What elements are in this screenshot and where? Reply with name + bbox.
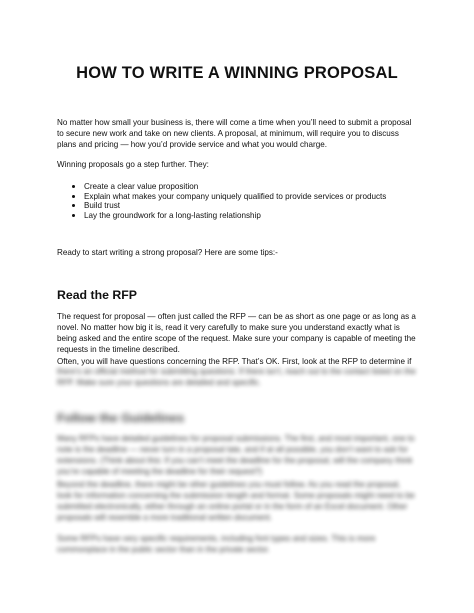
bullet-icon bbox=[72, 195, 75, 198]
guidelines-paragraph-3: Some RFPs have very specific requirements, including font types and sizes. This is more commonplace in the public sector than in the private sector. bbox=[57, 534, 376, 554]
winning-paragraph: Winning proposals go a step further. They: bbox=[57, 160, 209, 169]
bullet-text: Build trust bbox=[84, 201, 120, 211]
bullet-list bbox=[57, 182, 386, 220]
bullet-text: Explain what makes your company uniquely qualified to provide services or products bbox=[84, 191, 387, 201]
bullet-icon bbox=[72, 204, 75, 207]
bullet-text: Lay the groundwork for a long-lasting relationship bbox=[84, 210, 261, 220]
list-item bbox=[57, 192, 386, 202]
list-item bbox=[57, 211, 386, 221]
guidelines-paragraph-2: Beyond the deadline, there might be other guidelines you must follow. As you read the proposal, look for information concerning the submission length and format. Some proposals might need to be submitted electronically, either through an online portal or in the form of an Excel document. Other proposals will resemble a more traditional written document. bbox=[57, 480, 415, 522]
document-title: HOW TO WRITE A WINNING PROPOSAL bbox=[76, 64, 398, 82]
list-item bbox=[57, 182, 386, 192]
bullet-text: Create a clear value proposition bbox=[84, 182, 199, 191]
list-item bbox=[57, 201, 386, 211]
section-heading-read-the-rfp: Read the RFP bbox=[57, 288, 137, 302]
ready-paragraph: Ready to start writing a strong proposal? Here are some tips:- bbox=[57, 248, 278, 257]
bullet-icon bbox=[72, 214, 75, 217]
rfp-questions-paragraph: Often, you will have questions concerning the RFP. That’s OK. First, look at the RFP to determine if bbox=[57, 357, 412, 366]
section-heading-follow-the-guidelines: Follow the Guidelines bbox=[57, 411, 185, 425]
intro-paragraph: No matter how small your business is, there will come a time when you’ll need to submit a proposal to secure new work and take on new clients. A proposal, at minimum, will require you to discuss plans and pricing — how you’d provide service and what you would charge. bbox=[57, 118, 412, 149]
rfp-questions-paragraph-blurred: there’s an official method for submitting questions. If there isn’t, reach out to the contact listed on the RFP. Make sure your questions are detailed and specific. bbox=[57, 367, 416, 387]
guidelines-paragraph-1: Many RFPs have detailed guidelines for proposal submissions. The first, and most important, one to note is the deadline — never turn in a proposal late, and if at all possible, you don’t want to ask for extensions. (Think about this: If you can’t meet the deadline for the proposal, will the company think you’re capable of meeting the deadline for their request?) bbox=[57, 434, 415, 476]
rfp-paragraph: The request for proposal — often just called the RFP — can be as short as one page or as long as a novel. No matter how big it is, read it very carefully to make sure you understand exactly what is being asked and the entire scope of the request. Make sure your company is capable of meeting the requests in the timeline described. bbox=[57, 312, 416, 354]
bullet-icon bbox=[72, 185, 75, 188]
